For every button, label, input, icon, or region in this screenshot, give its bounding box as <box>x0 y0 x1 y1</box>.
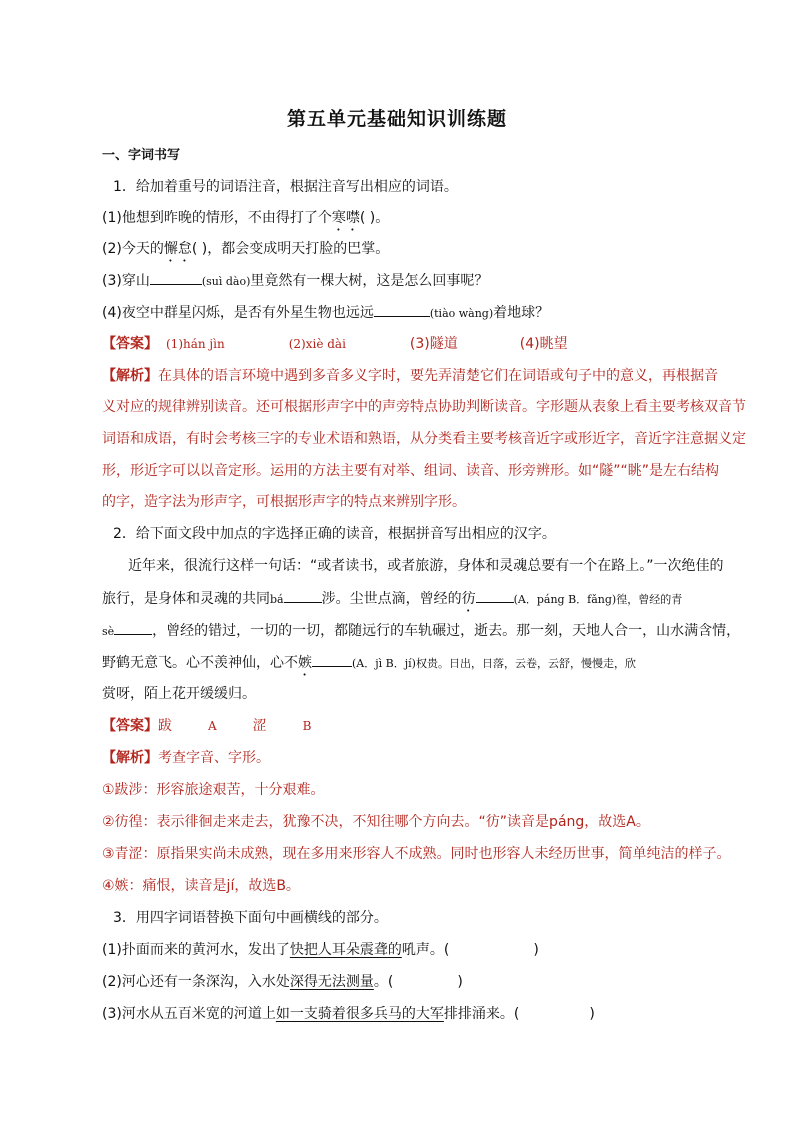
analysis-line: 的字，造字法为形声字，可根据形声字的特点来辨别字形。 <box>102 494 466 510</box>
underlined-phrase: 快把人耳朵震聋的 <box>289 942 402 958</box>
passage-line: 赏呀，陌上花开缓缓归。 <box>102 686 256 702</box>
answer-blank <box>284 588 322 603</box>
analysis-item: ④嫉：痛恨，读音是jí，故选B。 <box>102 878 300 894</box>
answer-blank <box>374 302 430 317</box>
analysis-line: 词语和成语，有时会考核三字的专业术语和熟语，从分类看主要考核音近字或形近字，音近字注意据义定 <box>102 431 746 447</box>
question-2-stem: 2．给下面文段中加点的字选择正确的读音，根据拼音写出相应的汉字。 <box>113 526 556 542</box>
answer-blank <box>312 652 352 667</box>
question-3-item-3: (3)河水从五百米宽的河道上如一支骑着很多兵马的大军排排涌来。( ) <box>102 1006 595 1022</box>
question-3-stem: 3．用四字词语替换下面句中画横线的部分。 <box>113 910 388 926</box>
question-3-item-1: (1)扑面而来的黄河水，发出了快把人耳朵震聋的吼声。( ) <box>102 942 539 958</box>
passage-line: 野鹤无意飞。心不羡神仙，心不嫉 (A．jì B．jí)权贵。日出，日落，云卷，云舒，慢慢走，欣 <box>102 652 636 679</box>
question-3-item-2: (2)河心还有一条深沟，入水处深得无法测量。( ) <box>102 974 463 990</box>
section-heading: 一、字词书写 <box>102 148 181 163</box>
question-1-answer: 【答案】 (1)hán jìn (2)xiè dài (3)隧道 (4)眺望 <box>102 336 568 352</box>
passage-line: 旅行，是身体和灵魂的共同bá 涉。尘世点滴，曾经的彷 (A．páng B．fǎng)徨，曾经的青 <box>102 588 682 615</box>
question-1-item-1: (1)他想到昨晚的情形，不由得打了个寒噤( )。 <box>102 210 390 226</box>
analysis-item: ①跋涉：形容旅途艰苦，十分艰难。 <box>102 782 325 798</box>
answer-blank <box>150 270 202 285</box>
question-2-analysis: 【解析】考查字音、字形。 <box>102 750 270 766</box>
question-1-analysis: 【解析】在具体的语言环境中遇到多音多义字时，要先弄清楚它们在词语或句子中的意义，再根据音 <box>102 368 718 384</box>
question-2-answer: 【答案】跋 A 涩 B <box>102 718 312 734</box>
emphasis-word: 彷 <box>461 591 476 607</box>
underlined-phrase: 深得无法测量 <box>289 974 374 990</box>
passage-line: 近年来，很流行这样一句话：“或者读书，或者旅游，身体和灵魂总要有一个在路上。”一次绝佳的 <box>128 558 724 574</box>
emphasis-word: 懈怠 <box>163 241 192 257</box>
page-title: 第五单元基础知识训练题 <box>286 108 507 130</box>
underlined-phrase: 如一支骑着很多兵马的大军 <box>275 1006 444 1022</box>
emphasis-word: 嫉 <box>298 655 312 671</box>
question-1-item-2: (2)今天的懈怠( )，都会变成明天打脸的巴掌。 <box>102 241 390 257</box>
answer-blank <box>114 620 152 635</box>
analysis-item: ③青涩：原指果实尚未成熟，现在多用来形容人不成熟。同时也形容人未经历世事，简单纯洁的样子。 <box>102 846 731 862</box>
question-1-item-3: (3)穿山 (suì dào)里竟然有一棵大树，这是怎么回事呢？ <box>102 270 488 292</box>
analysis-line: 义对应的规律辨别读音。还可根据形声字中的声旁特点协助判断读音。字形题从表象上看主要考核双音节 <box>102 399 746 415</box>
analysis-item: ②彷徨：表示徘徊走来走去，犹豫不决，不知往哪个方向去。“彷”读音是páng，故选A。 <box>102 814 650 830</box>
question-1-stem: 1．给加着重号的词语注音，根据注音写出相应的词语。 <box>113 179 458 195</box>
answer-blank <box>476 588 514 603</box>
emphasis-word: 寒噤 <box>331 210 360 226</box>
passage-line: sè ，曾经的错过，一切的一切，都随远行的车轨碾过，逝去。那一刻，天地人合一，山水满含情， <box>102 620 740 642</box>
question-1-item-4: (4)夜空中群星闪烁，是否有外星生物也远远 (tiào wàng)着地球？ <box>102 302 549 324</box>
analysis-line: 形，形近字可以以音定形。运用的方法主要有对举、组词、读音、形旁辨形。如“隧”“眺”是左右结构 <box>102 463 720 479</box>
